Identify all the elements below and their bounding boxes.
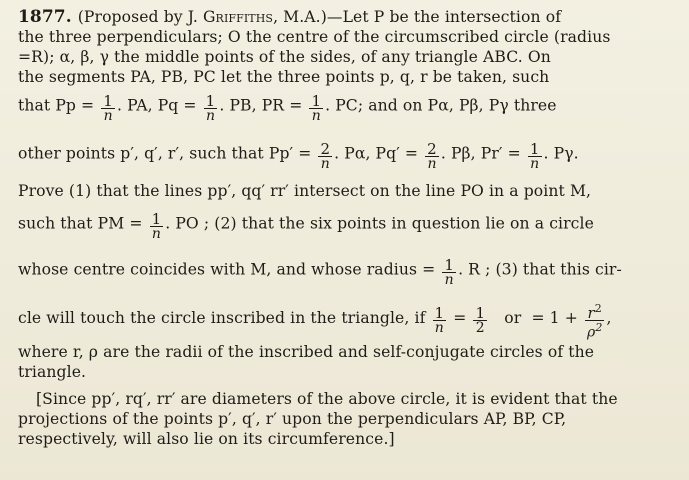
fraction-1-over-n: $\frac{1}{n}$	[529, 140, 540, 172]
fraction-1-over-2: $\frac{1}{2}$	[475, 304, 486, 337]
text-segment: . PC; and on Pα, Pβ, Pγ three	[325, 96, 557, 115]
text-segment: cle will touch the circle inscribed in the triangle, if	[18, 308, 426, 327]
problem-line-11: where r, ρ are the radii of the inscribed and self-conjugate circles of the	[18, 343, 595, 361]
problem-line-4: the segments PA, PB, PC let the three points p, q, r be taken, such	[18, 68, 550, 86]
problem-line-3: =R); α, β, γ the middle points of the sides, of any triangle ABC. On	[18, 48, 551, 66]
note-line-2: projections of the points p′, q′, r′ upon the perpendiculars AP, BP, CP,	[18, 410, 567, 428]
fraction-1-over-n: $\frac{1}{n}$	[205, 92, 216, 124]
text-segment: =	[453, 308, 467, 327]
text-segment: . Pβ, Pr′ =	[440, 144, 521, 163]
fraction-1-over-n: $\frac{1}{n}$	[434, 304, 445, 337]
fraction-1-over-n: $\frac{1}{n}$	[311, 92, 322, 124]
text-segment: . R ; (3) that this cir-	[458, 260, 622, 279]
text-segment: whose centre coincides with M, and whose radius =	[18, 260, 436, 279]
note-line-3: respectively, will also lie on its circumference.]	[18, 430, 395, 448]
text-segment: or	[504, 308, 522, 327]
problem-line-1	[18, 8, 675, 26]
text-segment: other points p′, q′, r′, such that Pp′ =	[18, 144, 312, 163]
problem-heading	[18, 8, 561, 26]
note-line-1: [Since pp′, rq′, rr′ are diameters of the above circle, it is evident that the	[36, 390, 618, 408]
text-segment: . PB, PR =	[219, 96, 303, 115]
fraction-2-over-n: $\frac{2}{n}$	[320, 140, 331, 172]
fraction-r2-over-rho2: $\frac{r^2}{\rho^2}$	[586, 302, 603, 341]
proposer-name: Griffiths	[203, 8, 274, 26]
problem-line-5	[18, 92, 675, 124]
problem-line-9	[18, 256, 675, 288]
problem-line-6	[18, 140, 675, 172]
text-segment: . Pγ.	[543, 144, 579, 163]
text-segment: . PO ; (2) that the six points in question lie on a circle	[165, 214, 594, 233]
problem-line-8	[18, 210, 675, 242]
text-segment: . PA, Pq =	[116, 96, 197, 115]
problem-intro-text: —Let P be the intersection of	[326, 8, 562, 26]
problem-line-12: triangle.	[18, 363, 87, 381]
fraction-1-over-n: $\frac{1}{n}$	[444, 256, 455, 288]
problem-line-2: the three perpendiculars; O the centre of the circumscribed circle (radius	[18, 28, 611, 46]
fraction-1-over-n: $\frac{1}{n}$	[151, 210, 162, 242]
text-segment: ,	[606, 308, 612, 327]
text-segment: . Pα, Pq′ =	[334, 144, 419, 163]
text-segment: = 1 +	[531, 308, 578, 327]
fraction-1-over-n: $\frac{1}{n}$	[103, 92, 113, 124]
text-segment: such that PM =	[18, 214, 143, 233]
proposer-prefix: (Proposed by J.	[77, 8, 203, 26]
problem-number: 1877.	[18, 7, 72, 27]
proposer-suffix: , M.A.)	[273, 8, 327, 26]
problem-line-10	[18, 300, 675, 341]
text-segment: that Pp =	[18, 96, 95, 115]
problem-line-7: Prove (1) that the lines pp′, qq′ rr′ intersect on the line PO in a point M,	[18, 182, 592, 200]
fraction-2-over-n: $\frac{2}{n}$	[427, 140, 437, 172]
